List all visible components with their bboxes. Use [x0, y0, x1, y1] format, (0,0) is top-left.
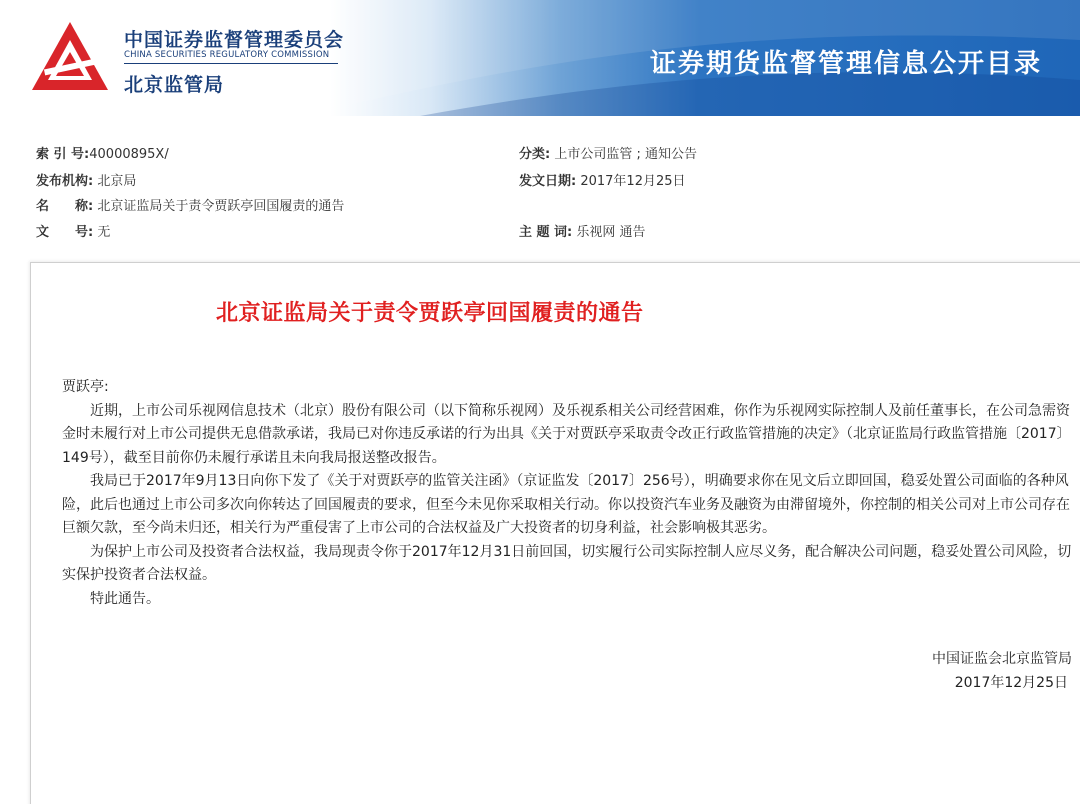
meta-docno [36, 221, 110, 240]
signature: 中国证监会北京监管局 [932, 651, 1072, 667]
meta-subject-value: 乐视网 通告 [576, 225, 646, 240]
meta-name [36, 195, 344, 214]
meta-category-label: 分类: [519, 147, 551, 162]
org-name-cn: 中国证券监督管理委员会 [124, 29, 345, 51]
header-banner [0, 0, 1080, 116]
org-name-en: CHINA SECURITIES REGULATORY COMMISSION [124, 50, 330, 60]
meta-category-value: 上市公司监管 ; 通知公告 [554, 147, 697, 162]
meta-issuer-label: 发布机构: [36, 174, 94, 189]
meta-index-label: 索 引 号: [36, 147, 90, 162]
meta-category [519, 143, 697, 162]
meta-name-label: 名 称: [36, 199, 94, 214]
meta-subject-label: 主 题 词: [519, 225, 573, 240]
meta-issuer-value: 北京局 [97, 174, 137, 189]
body-paragraph-3: 为保护上市公司及投资者合法权益，我局现责令你于2017年12月31日前回国，切实履行公司实际控制人应尽义务，配合解决公司问题，稳妥处置公司风险，切实保护投资者合法权益。 [62, 543, 1072, 583]
meta-date-value: 2017年12月25日 [580, 174, 686, 189]
document-body [62, 376, 1074, 611]
meta-date-label: 发文日期: [519, 174, 577, 189]
body-paragraph-1: 近期，上市公司乐视网信息技术（北京）股份有限公司（以下简称乐视网）及乐视系相关公司经营困难，你作为乐视网实际控制人及前任董事长，在公司急需资金时未履行对上市公司提供无息借款承诺，我局已对你违反承诺的行为出具《关于对贾跃亭采取责令改正行政监管措施的决定》（北京证监局行政监管措施〔2017〕149号），截至目前你仍未履行承诺且未向我局报送整改报告。 [62, 402, 1071, 466]
org-subbureau: 北京监管局 [124, 74, 225, 96]
meta-name-value: 北京证监局关于责令贾跃亭回国履责的通告 [97, 199, 345, 214]
body-paragraph-4: 特此通告。 [90, 590, 160, 607]
csrc-logo-icon [30, 20, 110, 92]
salutation: 贾跃亭: [62, 379, 109, 395]
meta-docno-value: 无 [97, 225, 111, 240]
banner-title: 证券期货监督管理信息公开目录 [650, 49, 1043, 79]
org-divider [124, 63, 338, 64]
meta-issuer [36, 170, 136, 189]
meta-subject [519, 221, 646, 240]
meta-date [519, 170, 686, 189]
meta-index [36, 143, 169, 162]
document-title: 北京证监局关于责令贾跃亭回国履责的通告 [216, 301, 644, 326]
document-metadata [0, 116, 1080, 264]
meta-docno-label: 文 号: [36, 225, 94, 240]
body-paragraph-2: 我局已于2017年9月13日向你下发了《关于对贾跃亭的监管关注函》（京证监发〔2017〕256号），明确要求你在见文后立即回国，稳妥处置公司面临的各种风险，此后也通过上市公司多次向你转达了回国履责的要求，但至今未见你采取相关行动。你以投资汽车业务及融资为由滞留境外，你控制的相关公司对上市公司存在巨额欠款，至今尚未归还，相关行为严重侵害了上市公司的合法权益及广大投资者的切身利益，社会影响极其恶劣。 [62, 473, 1070, 536]
meta-index-value: 40000895X/ [89, 147, 169, 162]
signature-date: 2017年12月25日 [954, 675, 1068, 691]
